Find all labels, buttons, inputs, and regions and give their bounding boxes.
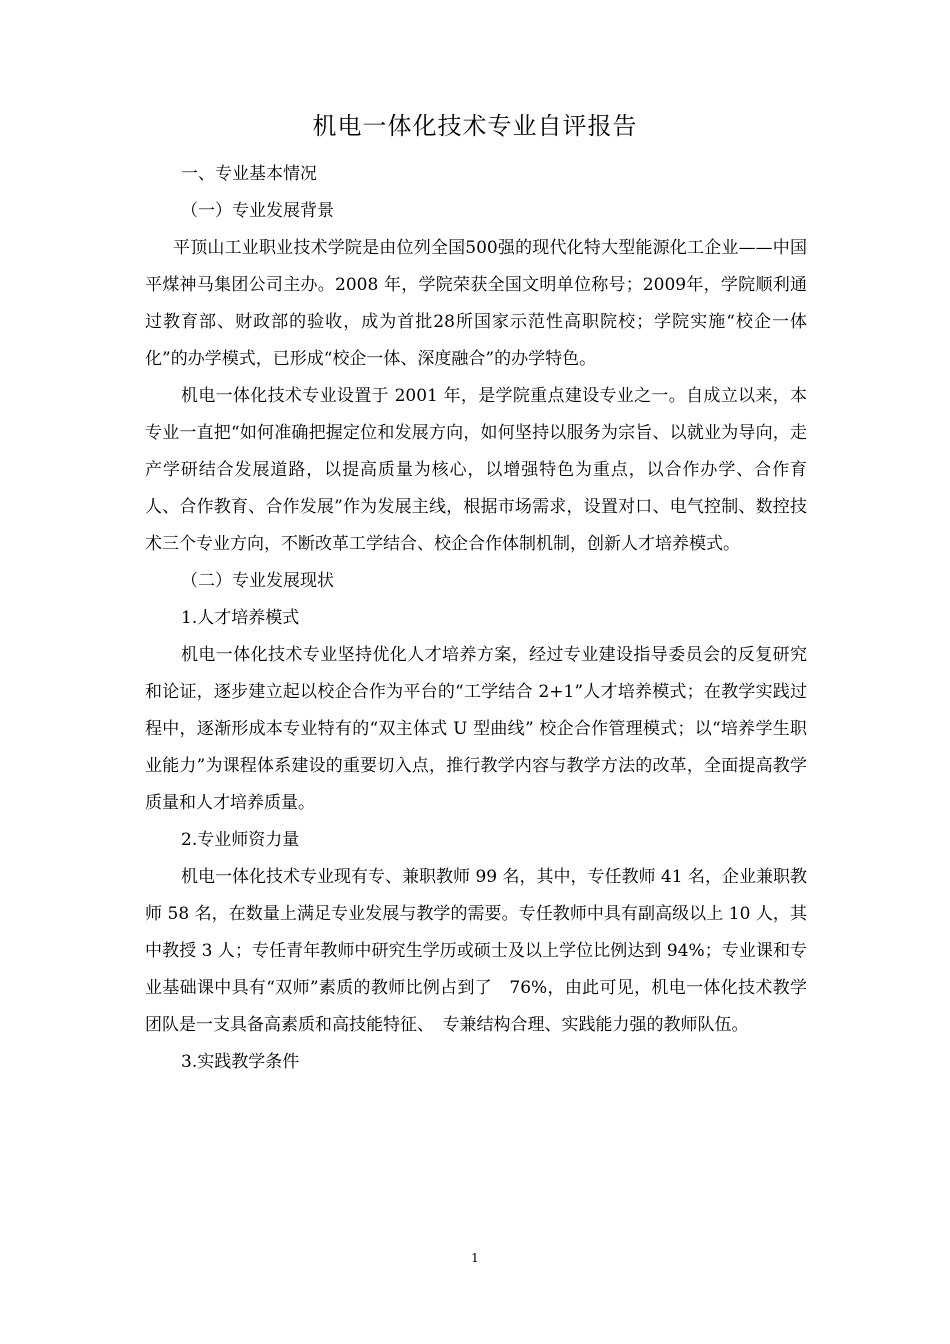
item-heading-faculty: 2.专业师资力量 [181, 830, 300, 850]
item-heading-practice-conditions: 3.实践教学条件 [181, 1052, 300, 1072]
document-body [145, 156, 807, 1081]
section-heading-basic-info: 一、专业基本情况 [181, 164, 317, 184]
page-number: 1 [471, 1251, 479, 1265]
subsection-heading-status: （二）专业发展现状 [181, 571, 334, 591]
subsection-heading-background: （一）专业发展背景 [181, 201, 334, 221]
paragraph-training-mode: 机电一体化技术专业坚持优化人才培养方案，经过专业建设指导委员会的反复研究和论证，逐步建立起以校企合作为平台的“工学结合 2+1”人才培养模式；在教学实践过程中，逐渐形成本专业特有的“双主体式 U 型曲线” 校企合作管理模式；以“培养学生职业能力”为课程体系建设的重要切入点，推行教学内容与教学方法的改革，全面提高教学质量和人才培养质量。 [145, 645, 807, 813]
paragraph-major-setup: 机电一体化技术专业设置于 2001 年，是学院重点建设专业之一。自成立以来，本专业一直把“如何准确把握定位和发展方向，如何坚持以服务为宗旨、以就业为导向，走产学研结合发展道路，以提高质量为核心，以增强特色为重点，以合作办学、合作育人、合作教育、合作发展”作为发展主线，根据市场需求，设置对口、电气控制、数控技术三个专业方向，不断改革工学结合、校企合作体制机制，创新人才培养模式。 [145, 386, 807, 554]
item-heading-training-mode: 1.人才培养模式 [181, 608, 300, 628]
paragraph-faculty: 机电一体化技术专业现有专、兼职教师 99 名，其中，专任教师 41 名，企业兼职教师 58 名，在数量上满足专业发展与教学的需要。专任教师中具有副高级以上 10 人，其中教授 3 人；专任青年教师中研究生学历或硕士及以上学位比例达到 94%；专业课和专业基础课中具有“双师”素质的教师比例占到了 76%，由此可见，机电一体化技术教学团队是一支具备高素质和高技能特征、 专兼结构合理、实践能力强的教师队伍。 [145, 867, 807, 1035]
document-title: 机电一体化技术专业自评报告 [312, 112, 638, 140]
paragraph-background: 平顶山工业职业技术学院是由位列全国500强的现代化特大型能源化工企业——中国平煤神马集团公司主办。2008 年，学院荣获全国文明单位称号；2009年，学院顺利通过教育部、财政部的验收，成为首批28所国家示范性高职院校；学院实施“校企一体化”的办学模式，已形成“校企一体、深度融合”的办学特色。 [145, 238, 807, 369]
